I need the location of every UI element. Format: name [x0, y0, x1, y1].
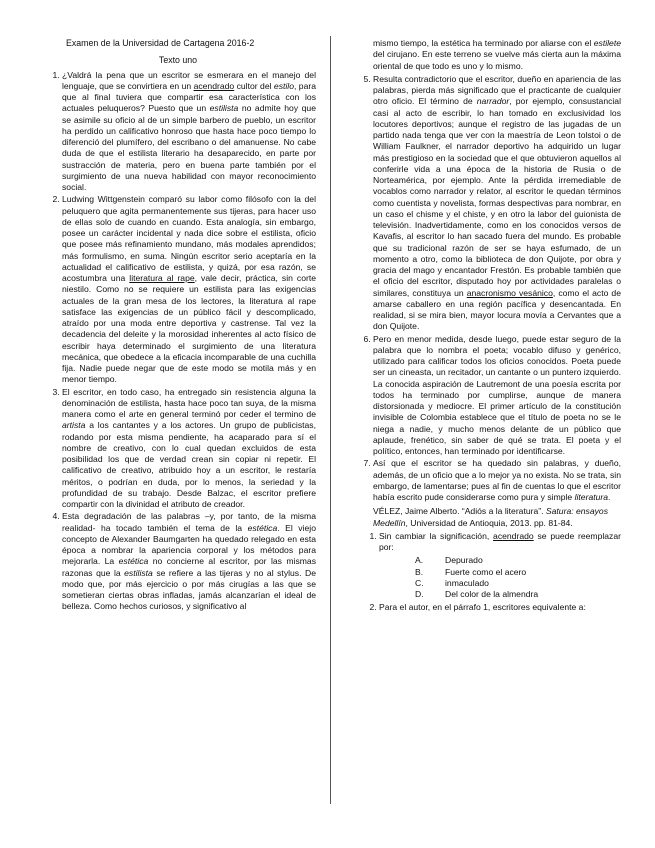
- paragraph-7: 7. Así que el escritor se ha quedado sin palabras, y dueño, además, de un oficio que a lo mejor ya no exista. No se trata, sin embargo, de lamentarse; pues al fin de cuentas lo que el escritor había escrito pude considerarse como pura y simple literatura.: [373, 458, 621, 503]
- option-b[interactable]: B. Fuerte como el acero: [415, 566, 527, 577]
- question-2: 2. Para el autor, en el párrafo 1, escritores equivalente a:: [379, 602, 621, 613]
- paragraph-6: 6. Pero en menor medida, desde luego, puede estar seguro de la palabra que lo nombra el poeta; vocablo difuso y genérico, utilizado para calificar todos los oficios conocidos. Poeta puede ser un cineasta, un recitador, un cantante o un puntero izquierdo. La conocida aspiración de Lautremont de una poesía escrita por todos ha terminado por cumplirse, aunque de manera distorsionada y mediocre. El primer artículo de la constitución invisible de Colombia establece que el título de poeta no se le niega a nadie, y mucho menos delante de un público que aplaude, frenético, sin saber de qué se trata. El poeta y el político, entonces, han terminado por identificarse.: [373, 334, 621, 458]
- option-a[interactable]: A. Depurado: [415, 555, 483, 566]
- paragraph-list: [40, 70, 316, 613]
- column-divider: [330, 36, 331, 804]
- left-column: [40, 38, 316, 614]
- underlined-phrase-literatura-al-rape: literatura al rape: [129, 273, 195, 283]
- option-c[interactable]: C. inmaculado: [415, 577, 489, 588]
- paragraph-3: 3. El escritor, en todo caso, ha entregado sin resistencia alguna la denominación de estilista, hasta hace poco tan suya, de la misma manera como el arte en general terminó por ceder el termino de artista a los cantantes y a los actores. Un grupo de publicistas, rodando por esta misma pendiente, ha acaparado para sí el nombre de creativo, con lo cual quedan excluidos de esta posibilidad los que de verdad crean sin copiar ni repetir. El calificativo de creativo, atribuido hoy a un escritor, le restaría méritos, o podrían en duda, por lo menos, la seriedad y la profundidad de su trabajo. Desde Balzac, el escritor prefiere compartir con la divinidad el atributo de creador.: [62, 387, 316, 511]
- paragraph-list-continued: [351, 74, 621, 504]
- paragraph-2: 2. Ludwing Wittgenstein comparó su labor como filósofo con la del peluquero que agita permanentemente sus tijeras, para hacer uso de ellas solo de cuando en cuando. Esta analogía, sin embargo, posee un carácter incidental y nada dice sobre el estilista, oficio que posee más refinamiento mundano, más modales aprendidos; más formulismo, en suma. Ningún escritor serio aceptaría en la actualidad el calificativo de estilista, y quizá, por esa razón, se acostumbra una literatura al rape, vale decir, práctica, sin corte niestilo. Como no se requiere un estilista para las exigencias actuales de la gran mesa de los lectores, la literatura al rape satisface las exigencias de un público fácil y descomplicado, atraído por una moda entre deportiva y castrense. Tal vez la decadencia del deleite y la morosidad inherentes al acto físico de escribir haya determinado el surgimiento de una literatura mecánica, que obedece a la eficacia incomparable de una cuchilla fija. Nadie puede negar que de este modo se motila más y en menor tiempo.: [62, 194, 316, 385]
- right-column: [351, 38, 621, 616]
- question-list: [351, 531, 621, 614]
- page-title: Examen de la Universidad de Cartagena 2016-2: [66, 38, 255, 48]
- option-d[interactable]: D. Del color de la almendra: [415, 589, 539, 599]
- question-1: 1. Sin cambiar la significación, acendrado se puede reemplazar por: A. Depurado B. Fuerte como el acero C. inmaculado D. Del color de la almendra: [379, 531, 621, 601]
- underlined-word-acendrado: acendrado: [193, 80, 235, 91]
- underlined-phrase-anacronismo: anacronismo vesánico: [466, 287, 553, 298]
- paragraph-4-continued: mismo tiempo, la estética ha terminado por aliarse con el estilete del cirujano. En este terreno se vuelve más cierta aun la máxima oriental de que todo es uno y lo mismo.: [373, 38, 621, 71]
- paragraph-1: 1. ¿Valdrá la pena que un escritor se esmerara en el manejo del lenguaje, que se convirtiera en un acendrado cultor del estilo, para que al final tuviera que compartir esa característica con los actuales peluqueros? Puesto que un estilista no admite hoy que se asimile su oficio al de un simple barbero de pueblo, un escritor ha perdido un calificativo honroso que hasta hace poco tiempo lo diferenció del plumífero, del escribano o del amanuense. No cabe duda de que el estilista literario ha desaparecido, en parte por sustracción de materia, pero en buena parte también por el surgimiento de una nueva habilidad con mayor reconocimiento social.: [62, 70, 316, 194]
- paragraph-4: 4. Esta degradación de las palabras –y, por tanto, de la misma realidad- ha tocado también el tema de la estética. El viejo concepto de Alexander Baumgarten ha quedado relegado en esta época a nombrar la apariencia corporal y los métodos para mejorarla. La estética no concierne al escritor, por las mismas razonas que la estilista se refiere a las tijeras y no al stylus. De modo que, por más ejercicio o por más cirugías a las que se sometieran ciertas obras infladas, jamás alcanzarían el ideal de belleza. Como hechos curiosos, y significativo al: [62, 511, 316, 612]
- question-1-options: [379, 555, 621, 600]
- citation: VÉLEZ, Jaime Alberto. “Adiós a la literatura”. Satura: ensayos Medellín, Universidad de Antioquia, 2013. pp. 81-84.: [373, 506, 609, 528]
- paragraph-5: 5. Resulta contradictorio que el escritor, dueño en apariencia de las palabras, pierda más significado que el practicante de cualquier otro oficio. El término de narrador, por ejemplo, consustancial casi al acto de escribir, lo han tomado en exclusividad los locutores deportivos; aunque el registro de las jugadas de un partido nada tenga que ver con la maestría de Leon tolstoi o de William Faulkner, el narrador deportivo ha adquirido un lugar más prestigioso en la sociedad que el que obtuvieron aquellos al conferirle vida a una época de la historia de Rusia o de Norteamérica, por ejemplo. Ante la pérdida irremediable de vocablos como narrador y relator, al escritor le quedan términos como cuentista y novelista, formas despectivas para nombrar, en un caso el chisme y el chiste, y en otro la labor del guionista de televisión. Inadvertidamente, como en los conocidos versos de Kavafis, al escritor lo han sacado fuera del mundo. Es probable que su tradicional razón de ser se haya esfumado, de un momento a otro, como la biblioteca de don Quijote, por obra y gracia del mago y encantador Frestón. Es probable también que el oficio del escritor, disputado hoy por actividades paralelas o similares, constituya un anacronismo vesánico, como el acto de amarse caballero en una región pacífica y desencantada. En realidad, si se mira bien, mayor locura movía a Cervantes que a don Quijote.: [373, 74, 621, 333]
- text-subtitle: Texto uno: [158, 55, 198, 66]
